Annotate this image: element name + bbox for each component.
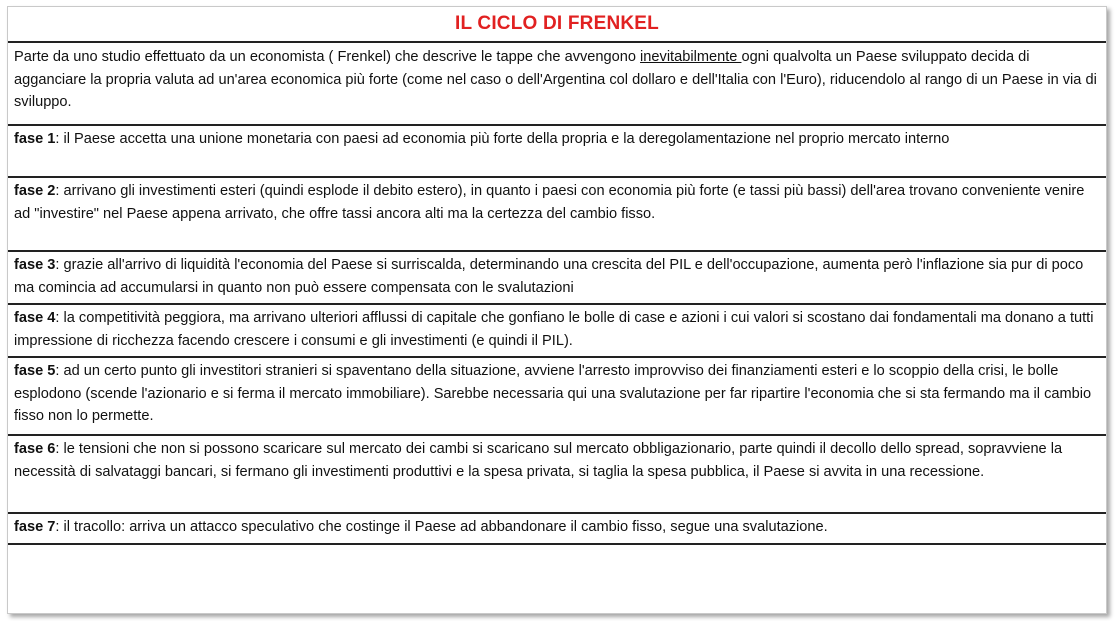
phase-6-text: : le tensioni che non si possono scaricare sul mercato dei cambi si scaricano sul mercato obbligazionario, parte quindi il decollo dello spread, sopravviene la necessità di salvataggi bancari, si fermano gli investimenti produttivi e la spesa privata, si taglia la spesa pubblica, il Paese si avvita in una recessione. xyxy=(14,441,1063,480)
phase-7-label: fase 7 xyxy=(14,519,56,535)
phase-2-block xyxy=(8,178,1106,252)
phase-6-label: fase 6 xyxy=(14,441,56,457)
phase-4-label: fase 4 xyxy=(14,310,56,326)
phase-3-block xyxy=(8,252,1106,305)
phase-1-text: : il Paese accetta una unione monetaria con paesi ad economia più forte della propria e la deregolamentazione nel proprio mercato interno xyxy=(55,131,950,147)
phase-2-label: fase 2 xyxy=(14,183,56,199)
phase-1-label: fase 1 xyxy=(14,131,56,147)
phase-4-block xyxy=(8,305,1106,358)
phase-5-block xyxy=(8,358,1106,436)
phase-5-label: fase 5 xyxy=(14,363,56,379)
document-title: IL CICLO DI FRENKEL xyxy=(8,7,1106,43)
phase-3-text: : grazie all'arrivo di liquidità l'economia del Paese si surriscalda, determinando una crescita del PIL e dell'occupazione, aumenta però l'inflazione sia pur di poco ma comincia ad accumularsi in quanto non può essere compensata con le svalutazioni xyxy=(14,257,1084,296)
phase-5-text: : ad un certo punto gli investitori stranieri si spaventano della situazione, avviene l'arresto improvviso dei finanziamenti esteri e lo scoppio della crisi, le bolle esplodono (scende l'azionario e si ferma il mercato immobiliare). Sarebbe necessaria qui una svalutazione per far ripartire l'economia che si sta fermando ma il cambio fisso non lo permette. xyxy=(14,363,1092,424)
intro-underlined-word: inevitabilmente xyxy=(640,49,742,65)
phase-6-block xyxy=(8,436,1106,514)
intro-text-start: Parte da uno studio effettuato da un economista ( Frenkel) che descrive le tappe che avvengono xyxy=(14,49,641,65)
phase-7-block xyxy=(8,514,1106,545)
phase-4-text: : la competitività peggiora, ma arrivano ulteriori afflussi di capitale che gonfiano le bolle di case e azioni i cui valori si scostano dai fondamentali ma donano a tutti impressione di ricchezza facendo crescere i consumi e gli investimenti (e quindi il PIL). xyxy=(14,310,1094,349)
intro-paragraph xyxy=(8,43,1106,126)
phase-2-text: : arrivano gli investimenti esteri (quindi esplode il debito estero), in quanto i paesi con economia più forte (e tassi più bassi) dell'area trovano conveniente venire ad "investire" nel Paese appena arrivato, che offre tassi ancora alti ma la certezza del cambio fisso. xyxy=(14,183,1085,222)
phase-3-label: fase 3 xyxy=(14,257,56,273)
phase-1-block xyxy=(8,126,1106,178)
intro-text-end: ogni qualvolta un Paese sviluppato decida di agganciare la propria valuta ad un'area economica più forte (come nel caso o dell'Argentina col dollaro e dell'Italia con l'Euro), riducendolo al rango di un Paese in via di sviluppo. xyxy=(14,49,1097,110)
document-sheet xyxy=(7,6,1107,614)
phase-7-text: : il tracollo: arriva un attacco speculativo che costinge il Paese ad abbandonare il cambio fisso, segue una svalutazione. xyxy=(55,519,828,535)
